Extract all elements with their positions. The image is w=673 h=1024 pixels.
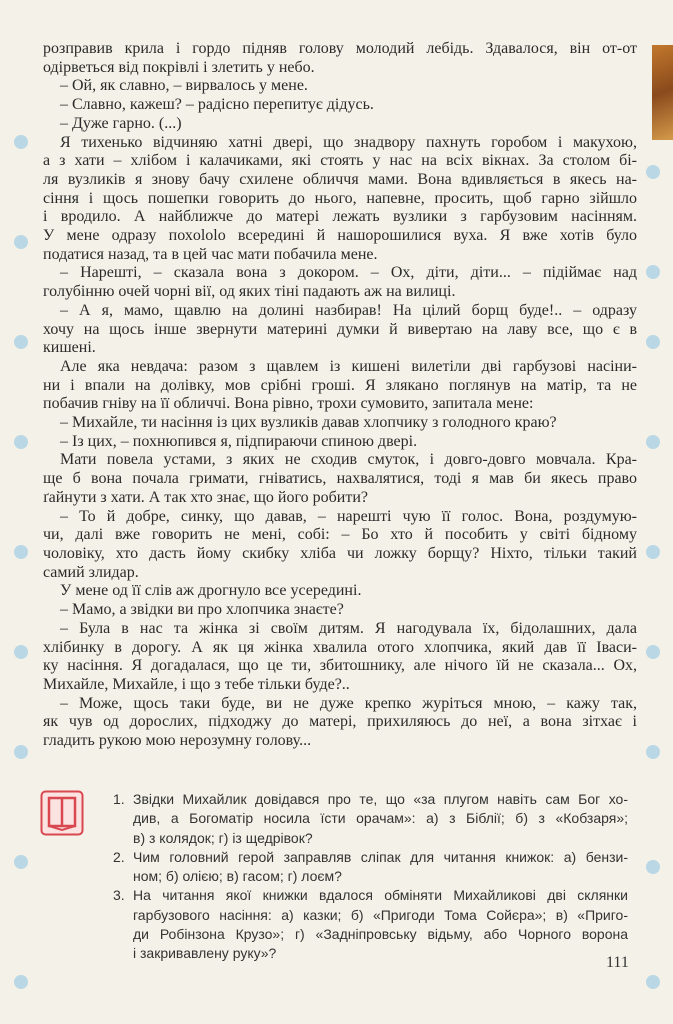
- watermark-logo: [14, 855, 28, 869]
- question-line: в) з колядок; г) із щедрівок?: [133, 829, 313, 846]
- watermark-logo: [646, 975, 660, 989]
- questions-list: [113, 790, 628, 964]
- text-line: ще б вона почала гримати, гніватись, нахвалятися, тоді я мав би якесь право: [43, 470, 637, 488]
- text-line: – Славно, кажеш? – радісно перепитує дідусь.: [60, 96, 374, 114]
- paragraph: [43, 115, 637, 134]
- question-line: ном; б) олією; в) гасом; г) лоєм?: [133, 868, 342, 885]
- text-line: – А я, мамо, щавлю на долині назбирав! На цілий борщ буде!.. – одразу: [60, 301, 637, 319]
- text-line: і вродило. А найближче до матері лежать вузлики з гарбузовим насінням.: [43, 208, 637, 226]
- question-line: ди Робінзона Крузо»; г) «Задніпровську відьму, або Чорного ворона: [133, 926, 628, 943]
- text-line: – Може, щось таки буде, ви не дуже крепко журіться мною, – кажу так,: [60, 694, 637, 712]
- watermark-logo: [646, 165, 660, 179]
- text-line: – Була в нас та жінка зі своїм дитям. Я нагодувала їх, бідолашних, дала: [60, 619, 637, 637]
- text-line: ґайнути з хати. А так хто знає, що його робити?: [43, 488, 369, 506]
- text-line: чи, далі вже говорить не мені, собі: – Бо хто й пособить у світі бідному: [43, 526, 637, 544]
- question-item: [113, 790, 628, 848]
- story-text: [43, 40, 637, 751]
- paragraph: [43, 96, 637, 115]
- watermark-logo: [646, 545, 660, 559]
- paragraph: [43, 40, 637, 77]
- paragraph: [43, 414, 637, 433]
- book-icon: [40, 790, 84, 836]
- text-line: ку насіння. Я догадалася, що це ти, збитошнику, але нічого їй не сказала... Ох,: [43, 657, 637, 675]
- question-line: і закривавлену руку»?: [133, 945, 277, 962]
- question-number: 2.: [113, 848, 125, 865]
- text-line: а з хати – хлібом і калачиками, які стоять у нас на всіх вікнах. За столом бі-: [43, 152, 637, 170]
- text-line: Мати повела устами, з яких не сходив смуток, і довго-довго мовчала. Кра-: [60, 451, 637, 469]
- text-line: Я тихенько відчиняю хатні двері, що знадвору пахнуть горобом і макухою,: [60, 133, 637, 151]
- question-number: 1.: [113, 791, 125, 807]
- question-line: На читання якої книжки вдалося обміняти Михайликові дві склянки: [133, 887, 628, 904]
- text-line: – Дуже гарно. (...): [60, 114, 182, 132]
- paragraph: [43, 433, 637, 452]
- question-line: гарбузового насіння: а) казки; б) «Пригоди Тома Сойєра»; в) «Приго-: [133, 906, 628, 923]
- question-line: Звідки Михайлик довідався про те, що «за плугом навіть сам Бог хо-: [133, 791, 628, 807]
- paragraph: [43, 77, 637, 96]
- question-item: [113, 848, 628, 887]
- text-line: – Мамо, а звідки ви про хлопчика знаєте?: [60, 601, 344, 619]
- watermark-logo: [646, 435, 660, 449]
- question-line: Чим головний герой заправляв сліпак для читання книжок: а) бензи-: [133, 848, 628, 865]
- text-line: голубінню очей чорні вії, од яких тіні падають аж на вилиці.: [43, 283, 456, 301]
- watermark-logo: [14, 645, 28, 659]
- text-line: – Нарешті, – сказала вона з докором. – Ох, діти, діти... – підіймає над: [60, 264, 637, 282]
- text-line: У мене одразу похololо всередині й нашорошилися вуха. Я вже хотів було: [43, 227, 637, 245]
- page-number: 111: [606, 954, 629, 971]
- text-line: гладить рукою мою нерозумну голову...: [43, 732, 312, 750]
- corner-illustration: [652, 45, 673, 140]
- paragraph: [43, 358, 637, 414]
- watermark-logo: [646, 645, 660, 659]
- text-line: самий злидар.: [43, 563, 139, 581]
- text-line: – Михайле, ти насіння із цих вузликів давав хлопчику з голодного краю?: [60, 414, 557, 432]
- text-line: Михайле, Михайле, і що з тебе тільки буде?..: [43, 675, 350, 693]
- text-line: розправив крила і гордо підняв голову молодий лебідь. Здавалося, він от-от: [43, 40, 637, 57]
- text-line: сіння і щось пошепки говорить до нього, напевне, просить, щоб гарно зійшло: [43, 189, 637, 207]
- watermark-logo: [14, 545, 28, 559]
- text-line: – Ой, як славно, – вирвалось у мене.: [60, 77, 308, 95]
- watermark-logo: [646, 335, 660, 349]
- text-line: Але яка невдача: разом з щавлем із кишені вилетіли дві гарбузові насіни-: [60, 357, 637, 375]
- text-line: – Із цих, – похнюпився я, підпираючи спиною двері.: [60, 432, 418, 450]
- text-line: хлібинку в дорогу. А як ця жінка хвалила отого хлопчика, який дав її Іваси-: [43, 638, 637, 656]
- text-line: побачив гніву на її обличчі. Вона рівно, трохи сумовито, запитала мене:: [43, 395, 534, 413]
- text-line: хочу на щось інше звернути материні думки й вивертаю на лаву все, що є в: [43, 320, 637, 338]
- text-line: як чув од дорослих, підходжу до матері, прихиляюсь до неї, а вона зітхає і: [43, 713, 637, 731]
- watermark-logo: [14, 745, 28, 759]
- text-line: одірветься від покрівлі і злетить у небо.: [43, 58, 315, 76]
- watermark-logo: [646, 265, 660, 279]
- paragraph: [43, 601, 637, 620]
- watermark-logo: [14, 335, 28, 349]
- question-number: 3.: [113, 887, 125, 904]
- question-line: див, а Богоматір носила їсти орачам»: а) з Біблії; б) з «Кобзаря»;: [133, 810, 628, 827]
- watermark-logo: [14, 435, 28, 449]
- text-line: податися назад, та в цей час мати побачила мене.: [43, 245, 378, 263]
- watermark-logo: [646, 745, 660, 759]
- watermark-logo: [646, 860, 660, 874]
- text-line: – То й добре, синку, що давав, – нарешті чую її голос. Вона, роздумую-: [60, 507, 637, 525]
- text-line: чоловіку, хто дасть йому скибку хліба чи ложку борщу? Ніхто, тільки такий: [43, 544, 637, 562]
- question-item: [113, 886, 628, 963]
- paragraph: [43, 451, 637, 507]
- text-line: кишені.: [43, 339, 96, 357]
- text-line: У мене од її слів аж дрогнуло все усередині.: [60, 582, 362, 600]
- paragraph: [43, 620, 637, 695]
- paragraph: [43, 264, 637, 301]
- paragraph: [43, 582, 637, 601]
- watermark-logo: [14, 135, 28, 149]
- paragraph: [43, 302, 637, 358]
- watermark-logo: [14, 975, 28, 989]
- text-line: ля вузликів я знову бачу схилене обличчя мами. Вона вдивляється в якесь на-: [43, 170, 637, 188]
- watermark-logo: [14, 235, 28, 249]
- paragraph: [43, 134, 637, 265]
- text-line: ни і впали на долівку, мов срібні гроші. Я злякано поглянув на матір, та не: [43, 376, 637, 394]
- paragraph: [43, 695, 637, 751]
- paragraph: [43, 508, 637, 583]
